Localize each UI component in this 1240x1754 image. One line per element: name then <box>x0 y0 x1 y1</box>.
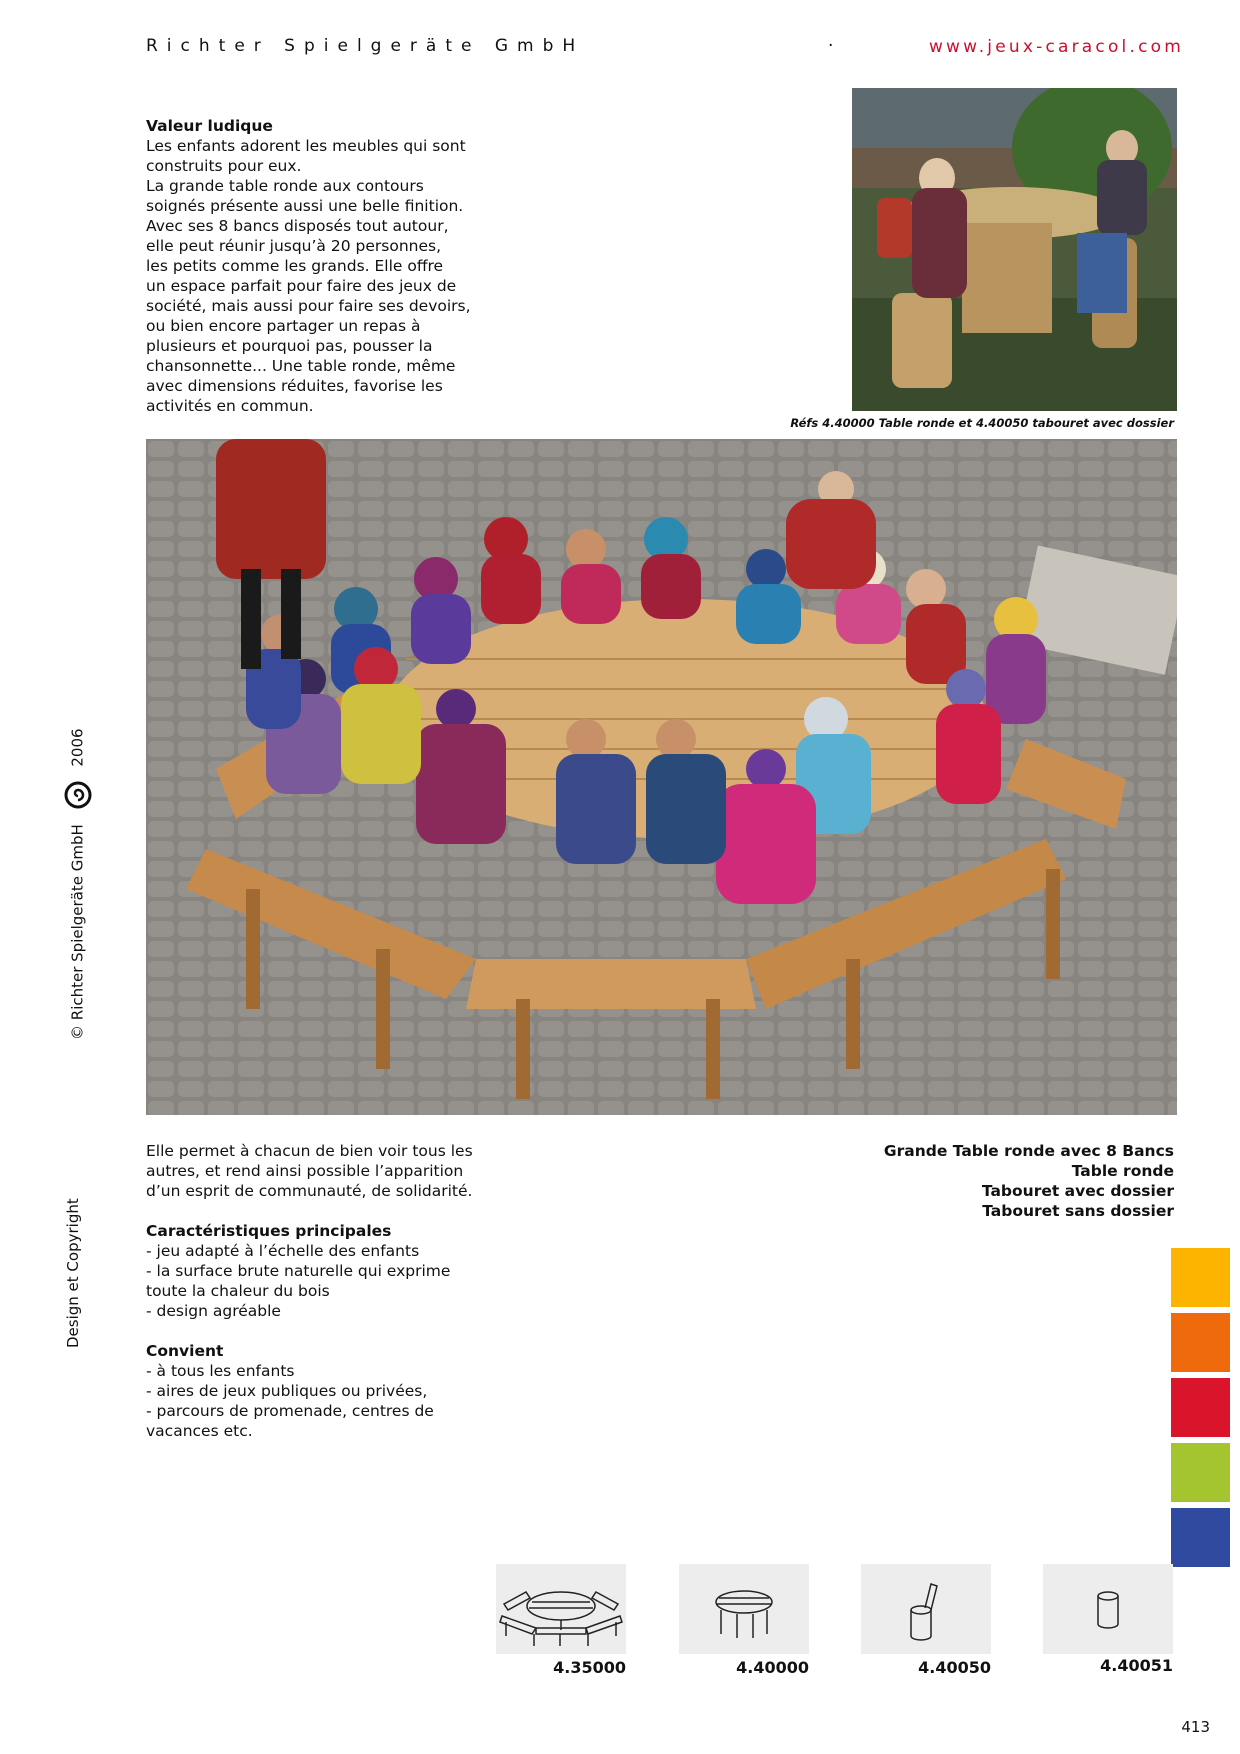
color-tab-red[interactable] <box>1171 1378 1230 1437</box>
snail-logo-icon <box>64 781 92 809</box>
intro-line: Avec ses 8 bancs disposés tout autour, <box>146 217 449 235</box>
intro-line: Les enfants adorent les meubles qui sont <box>146 137 466 155</box>
intro-line: avec dimensions réduites, favorise les <box>146 377 443 395</box>
thumbnail-4-40051[interactable] <box>1043 1564 1173 1654</box>
intro-line: activités en commun. <box>146 397 314 415</box>
second-text-section <box>146 1141 506 1201</box>
page-number: 413 <box>1181 1718 1210 1736</box>
product-name: Grande Table ronde avec 8 Bancs <box>883 1142 1174 1160</box>
suits-item: - parcours de promenade, centres de <box>146 1402 434 1420</box>
side-design-copyright: Design et Copyright <box>64 1198 82 1348</box>
feature-item-continuation: toute la chaleur du bois <box>146 1282 330 1300</box>
product-name: Tabouret avec dossier <box>981 1182 1174 1200</box>
suits-item: - aires de jeux publiques ou privées, <box>146 1382 428 1400</box>
intro-line: ou bien encore partager un repas à <box>146 317 421 335</box>
thumbnail-4-40050[interactable] <box>861 1564 991 1654</box>
side-copyright <box>64 728 92 1040</box>
second-text-line: d’un esprit de communauté, de solidarité. <box>146 1182 473 1200</box>
round-table-with-benches-icon <box>496 1564 626 1654</box>
intro-line: les petits comme les grands. Elle offre <box>146 257 444 275</box>
suits-section <box>146 1341 506 1441</box>
suits-item: - à tous les enfants <box>146 1362 295 1380</box>
product-code: 4.40000 <box>736 1658 809 1677</box>
intro-line: construits pour eux. <box>146 157 302 175</box>
second-text-line: autres, et rend ainsi possible l’apparition <box>146 1162 464 1180</box>
intro-line: société, mais aussi pour faire ses devoirs, <box>146 297 471 315</box>
product-code: 4.40051 <box>1100 1656 1173 1675</box>
intro-heading: Valeur ludique <box>146 117 273 135</box>
header-separator: · <box>828 36 843 56</box>
photo-caption: Réfs 4.40000 Table ronde et 4.40050 tabouret avec dossier <box>790 416 1174 430</box>
round-table-icon <box>679 1564 809 1654</box>
color-tab-yellow[interactable] <box>1171 1248 1230 1307</box>
intro-line: soignés présente aussi une belle finition. <box>146 197 464 215</box>
stool-without-backrest-icon <box>1043 1564 1173 1654</box>
feature-item: - design agréable <box>146 1302 281 1320</box>
thumbnail-4-40000[interactable] <box>679 1564 809 1654</box>
color-tab-blue[interactable] <box>1171 1508 1230 1567</box>
product-name: Tabouret sans dossier <box>982 1202 1174 1220</box>
photo-children-at-round-table <box>146 439 1177 1115</box>
suits-heading: Convient <box>146 1342 224 1360</box>
product-code: 4.40050 <box>918 1658 991 1677</box>
suits-item-continuation: vacances etc. <box>146 1422 253 1440</box>
features-section <box>146 1221 506 1321</box>
intro-line: La grande table ronde aux contours <box>146 177 424 195</box>
photo-table-and-stool <box>852 88 1177 411</box>
color-tab-green[interactable] <box>1171 1443 1230 1502</box>
product-list <box>754 1141 1174 1221</box>
copyright-text: © Richter Spielgeräte GmbH <box>68 824 87 1040</box>
intro-line: plusieurs et pourquoi pas, pousser la <box>146 337 433 355</box>
feature-item: - jeu adapté à l’échelle des enfants <box>146 1242 420 1260</box>
product-code: 4.35000 <box>553 1658 626 1677</box>
stool-with-backrest-icon <box>861 1564 991 1654</box>
copyright-year: 2006 <box>68 728 87 767</box>
header-url-link[interactable]: www.jeux-caracol.com <box>928 37 1184 57</box>
thumbnail-4-35000[interactable] <box>496 1564 626 1654</box>
intro-line: un espace parfait pour faire des jeux de <box>146 277 457 295</box>
intro-line: elle peut réunir jusqu’à 20 personnes, <box>146 237 441 255</box>
features-heading: Caractéristiques principales <box>146 1222 392 1240</box>
feature-item: - la surface brute naturelle qui exprime <box>146 1262 451 1280</box>
product-name: Table ronde <box>1071 1162 1174 1180</box>
header-company: Richter Spielgeräte GmbH <box>146 36 585 56</box>
color-tab-orange[interactable] <box>1171 1313 1230 1372</box>
intro-section <box>146 116 486 416</box>
intro-line: chansonnette... Une table ronde, même <box>146 357 456 375</box>
second-text-line: Elle permet à chacun de bien voir tous les <box>146 1142 473 1160</box>
